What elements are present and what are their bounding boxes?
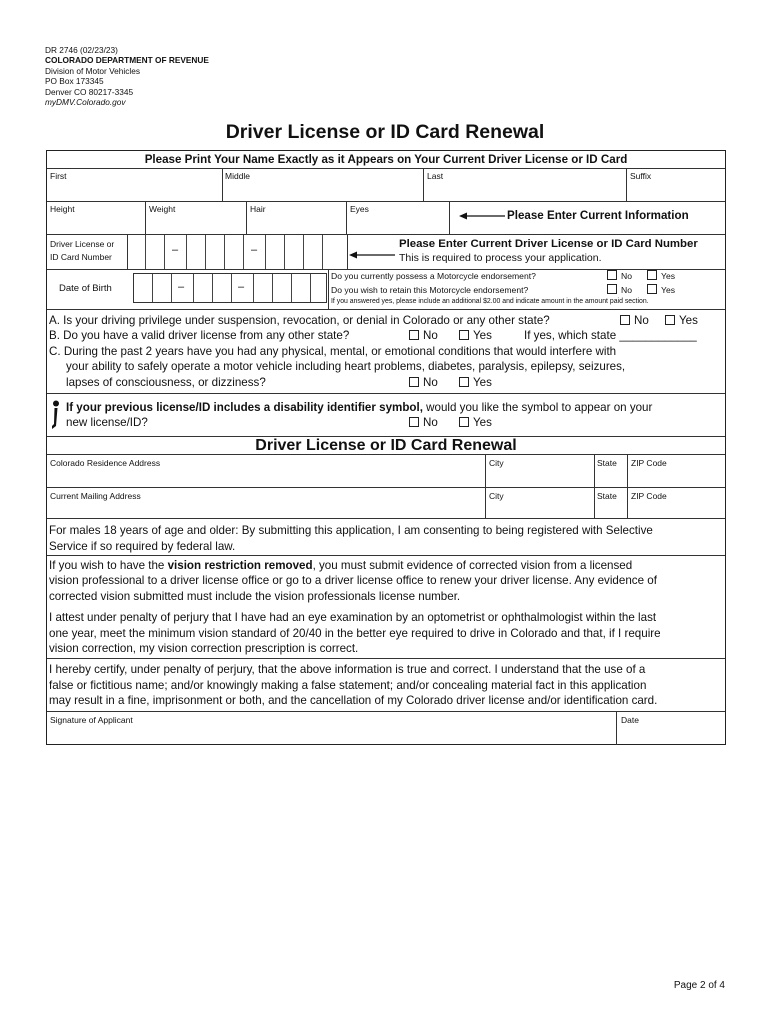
yes-label: Yes (679, 314, 698, 327)
question-c-no[interactable] (409, 375, 438, 390)
motorcycle-q1: Do you currently possess a Motorcycle endorsement? (331, 271, 536, 281)
checkbox[interactable] (647, 270, 657, 280)
height-field[interactable] (47, 202, 145, 234)
page-number: Page 2 of 4 (673, 980, 725, 991)
selective-service-line1: For males 18 years of age and older: By submitting this application, I am consenting to being registered with Selective (49, 524, 653, 537)
checkbox[interactable] (459, 377, 469, 387)
po-box: PO Box 173345 (45, 76, 104, 86)
dash-separator: – (238, 281, 245, 293)
dash-separator: – (251, 244, 258, 256)
motorcycle-q1-no[interactable] (607, 270, 632, 282)
form-number: DR 2746 (02/23/23) (45, 45, 118, 55)
divider (47, 555, 725, 556)
mailing-zip-field[interactable] (628, 488, 725, 518)
suffix-field[interactable] (627, 169, 725, 201)
certify-line3: may result in a fine, imprisonment or both, and the cancellation of my Colorado driver license and/or identification card. (49, 694, 658, 707)
vision-line1-start: If you wish to have the (49, 559, 168, 572)
first-name-label: First (50, 171, 67, 181)
yes-label: Yes (473, 329, 492, 342)
attest-line3: vision correction, my vision correction prescription is correct. (49, 642, 359, 655)
checkbox[interactable] (459, 417, 469, 427)
yes-label: Yes (661, 285, 676, 295)
question-b: B. Do you have a valid driver license from any other state? (49, 329, 350, 342)
divider (47, 658, 725, 659)
city-state-zip: Denver CO 80217-3345 (45, 87, 134, 97)
license-number-note: Please Enter Current Driver License or ID Card Number (399, 238, 698, 250)
residence-state-label: State (597, 458, 617, 468)
mailing-state-field[interactable] (595, 488, 627, 518)
checkbox[interactable] (665, 315, 675, 325)
yes-label: Yes (473, 376, 492, 389)
height-label: Height (50, 204, 75, 214)
no-label: No (621, 285, 632, 295)
disability-question-bold: If your previous license/ID includes a disability identifier symbol, (66, 401, 423, 414)
mailing-city-field[interactable] (486, 488, 594, 518)
vision-line3: corrected vision submitted must include the vision professionals license number. (49, 590, 461, 603)
disability-question (66, 400, 652, 415)
last-name-label: Last (427, 171, 444, 181)
checkbox[interactable] (459, 330, 469, 340)
no-label: No (634, 314, 649, 327)
arrow-left-icon (349, 247, 395, 265)
department-name: COLORADO DEPARTMENT OF REVENUE (45, 55, 209, 65)
attest-line2: one year, meet the minimum vision standard of 20/40 in the better eye required to drive in Colorado and that, if I require (49, 627, 661, 640)
selective-service-line2: Service if so required by federal law. (49, 540, 236, 553)
residence-zip-label: ZIP Code (631, 458, 667, 468)
dash-separator: – (178, 281, 185, 293)
hair-field[interactable] (247, 202, 346, 234)
dob-field[interactable] (133, 273, 327, 303)
division-name: Division of Motor Vehicles (45, 66, 140, 76)
dob-label: Date of Birth (59, 283, 112, 294)
divider (47, 518, 725, 519)
arrow-left-icon (459, 210, 505, 224)
checkbox[interactable] (409, 330, 419, 340)
current-info-note: Please Enter Current Information (507, 209, 689, 222)
motorcycle-q1-yes[interactable] (647, 270, 675, 282)
no-label: No (621, 271, 632, 281)
divider (47, 309, 725, 310)
date-label: Date (621, 715, 639, 725)
divider (47, 393, 725, 394)
vision-restriction-bold: vision restriction removed (167, 559, 313, 572)
license-number-label-1: Driver License or (50, 239, 115, 249)
certify-line2: false or fictitious name; and/or knowingly making a false statement; and/or concealing material fact in this application (49, 679, 647, 692)
disability-symbol-icon (49, 400, 61, 435)
residence-address-label: Colorado Residence Address (50, 458, 161, 468)
vision-line1-end: , you must submit evidence of corrected vision from a licensed (312, 559, 633, 572)
motorcycle-q2-yes[interactable] (647, 284, 675, 296)
mailing-address-label: Current Mailing Address (50, 491, 141, 501)
first-name-field[interactable] (47, 169, 222, 201)
page-title: Driver License or ID Card Renewal (225, 121, 545, 143)
residence-city-label: City (489, 458, 504, 468)
eyes-label: Eyes (350, 204, 369, 214)
eyes-field[interactable] (347, 202, 449, 234)
name-section-heading: Please Print Your Name Exactly as it Appears on Your Current Driver License or ID Card (144, 153, 628, 166)
yes-label: Yes (661, 271, 676, 281)
signature-field[interactable] (47, 712, 616, 744)
license-number-required: This is required to process your application. (399, 252, 602, 264)
last-name-field[interactable] (424, 169, 626, 201)
question-c-line2: your ability to safely operate a motor vehicle including heart problems, diabetes, paralysis, epilepsy, seizures, (66, 360, 626, 373)
website-link[interactable]: myDMV.Colorado.gov (45, 97, 126, 107)
vision-line1 (49, 558, 632, 573)
weight-field[interactable] (146, 202, 246, 234)
section-title: Driver License or ID Card Renewal (255, 437, 517, 454)
motorcycle-fee-note: If you answered yes, please include an additional $2.00 and indicate amount in the amount paid section. (331, 298, 649, 305)
motorcycle-q2-no[interactable] (607, 284, 632, 296)
mailing-zip-label: ZIP Code (631, 491, 667, 501)
yes-label: Yes (473, 416, 492, 429)
residence-zip-field[interactable] (628, 455, 725, 487)
residence-city-field[interactable] (486, 455, 594, 487)
license-number-field[interactable] (127, 235, 347, 270)
question-c-line1: C. During the past 2 years have you had any physical, mental, or emotional conditions that would interfere with (49, 345, 617, 358)
mailing-city-label: City (489, 491, 504, 501)
residence-address-field[interactable] (47, 455, 485, 487)
question-b-state-field[interactable]: If yes, which state ____________ (524, 329, 697, 342)
date-field[interactable] (617, 712, 725, 744)
checkbox[interactable] (647, 284, 657, 294)
license-number-label-2: ID Card Number (50, 252, 112, 262)
question-c-line3: lapses of consciousness, or dizziness? (66, 376, 266, 389)
disability-yes[interactable] (459, 415, 492, 430)
disability-question-rest: would you like the symbol to appear on your (422, 401, 653, 414)
renewal-form (46, 150, 726, 745)
checkbox[interactable] (607, 270, 617, 280)
checkbox[interactable] (620, 315, 630, 325)
question-a-yes[interactable] (665, 313, 698, 328)
mailing-address-field[interactable] (47, 488, 485, 518)
question-b-no[interactable] (409, 328, 438, 343)
middle-name-field[interactable] (223, 169, 423, 201)
checkbox[interactable] (409, 377, 419, 387)
no-label: No (423, 416, 438, 429)
disability-question-line2: new license/ID? (66, 416, 148, 429)
dash-separator: – (172, 244, 179, 256)
hair-label: Hair (250, 204, 266, 214)
no-label: No (423, 376, 438, 389)
motorcycle-q2: Do you wish to retain this Motorcycle endorsement? (331, 285, 529, 295)
divider (328, 269, 329, 309)
checkbox[interactable] (409, 417, 419, 427)
disability-no[interactable] (409, 415, 438, 430)
vision-line2: vision professional to a driver license office or go to a driver license office to renew your driver license. Any evidence of (49, 574, 657, 587)
mailing-state-label: State (597, 491, 617, 501)
question-a-no[interactable] (620, 313, 649, 328)
divider (347, 234, 348, 270)
question-b-yes[interactable] (459, 328, 492, 343)
divider (449, 201, 450, 235)
weight-label: Weight (149, 204, 176, 214)
certify-line1: I hereby certify, under penalty of perjury, that the above information is true and correct. I understand that the use of a (49, 663, 646, 676)
checkbox[interactable] (607, 284, 617, 294)
no-label: No (423, 329, 438, 342)
suffix-label: Suffix (630, 171, 652, 181)
residence-state-field[interactable] (595, 455, 627, 487)
question-a: A. Is your driving privilege under suspension, revocation, or denial in Colorado or any other state? (49, 314, 550, 327)
middle-name-label: Middle (225, 171, 251, 181)
attest-line1: I attest under penalty of perjury that I have had an eye examination by an optometrist or ophthalmologist within the last (49, 611, 657, 624)
question-c-yes[interactable] (459, 375, 492, 390)
signature-label: Signature of Applicant (50, 715, 133, 725)
